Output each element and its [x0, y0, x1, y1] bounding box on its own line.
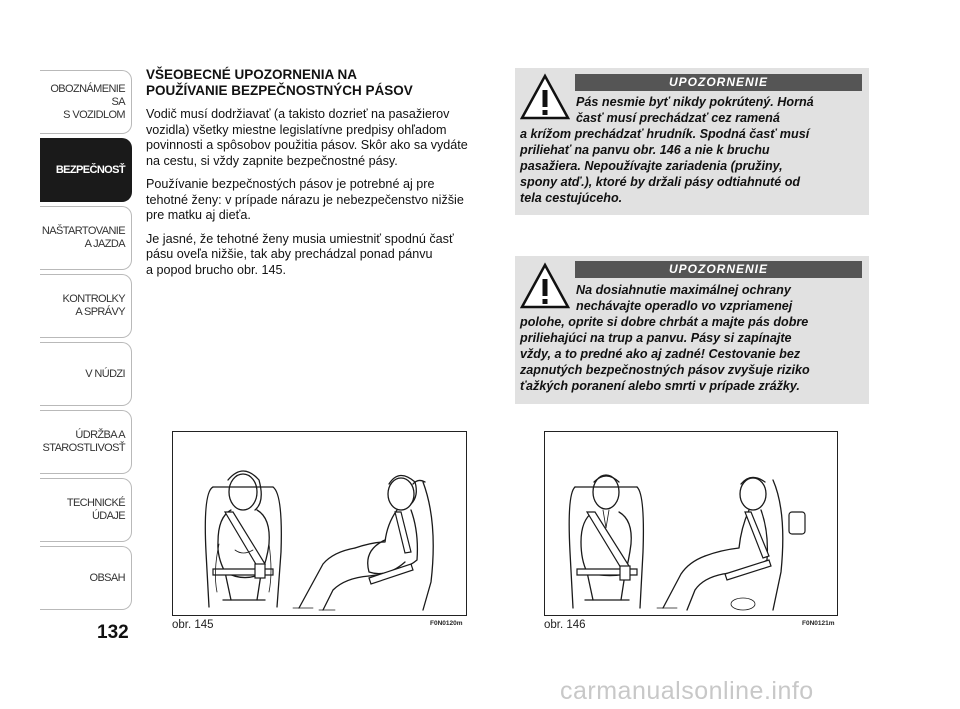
warning-line: priliehať na panvu obr. 146 a nie k bruchu [520, 143, 770, 157]
front-view-figure [205, 471, 281, 607]
pregnant-woman-seatbelt-drawing [173, 432, 466, 615]
warning-title: UPOZORNENIE [575, 261, 862, 278]
tab-technicke-udaje[interactable] [40, 478, 132, 542]
tab-bezpecnost[interactable] [40, 138, 132, 202]
paragraph-3: Je jasné, že tehotné ženy musia umiestniť spodnú časť pásu oveľa nižšie, tak aby prechádzal ponad pánvu a popod brucho obr. 145. [146, 231, 454, 277]
paragraph-1: Vodič musí dodržiavať (a takisto dozrieť na pasažierov vozidla) všetky miestne legislatívne predpisy ohľadom povinnosti a spôsobov použitia pásov. Skôr ako sa vydáte na cestu, si vždy zapnite bezpečnostné pásy. [146, 107, 468, 168]
tab-label: OBOZNÁMENIE SA S VOZIDLOM [50, 82, 125, 121]
tab-label: NAŠTARTOVANIE A JAZDA [41, 225, 125, 250]
warning-line: nechávajte operadlo vo vzpriamenej [576, 299, 793, 313]
tab-label: ÚDRŽBA A STAROSTLIVOSŤ [42, 429, 125, 454]
warning-box-1 [515, 68, 869, 215]
warning-line: ťažkých poranení alebo smrti v prípade zrážky. [520, 379, 800, 393]
warning-line: vždy, a to predné ako aj zadné! Cestovanie bez [520, 347, 801, 361]
section-heading: VŠEOBECNÉ UPOZORNENIA NA POUŽÍVANIE BEZPEČNOSTNÝCH PÁSOV [146, 67, 413, 98]
warning-line: tela cestujúceho. [520, 191, 623, 205]
warning-line: Na dosiahnutie maximálnej ochrany [576, 283, 791, 297]
warning-title: UPOZORNENIE [575, 74, 862, 91]
tab-udrzba[interactable] [40, 410, 132, 474]
tab-label: OBSAH [89, 571, 125, 584]
side-view-figure [657, 477, 805, 610]
figure-145-caption: obr. 145 [172, 619, 214, 631]
tab-v-nudzi[interactable] [40, 342, 132, 406]
site-watermark: carmanualsonline.info [560, 677, 814, 705]
warning-line: spony atď.), ktoré by držali pásy odtiahnuté od [520, 175, 801, 189]
tab-oboznamenie[interactable] [40, 70, 132, 134]
warning-line: Pás nesmie byť nikdy pokrútený. Horná [576, 95, 814, 109]
man-seatbelt-drawing [545, 432, 837, 615]
main-text [146, 67, 501, 286]
warning-line: a krížom prechádzať hrudník. Spodná časť musí [520, 127, 810, 141]
warning-line: priliehajúci na trup a panvu. Pásy si zapínajte [520, 331, 792, 345]
figure-145-illustration [172, 431, 467, 616]
tab-nastartovanie[interactable] [40, 206, 132, 270]
warning-box-2 [515, 256, 869, 404]
tab-label: TECHNICKÉ ÚDAJE [66, 497, 125, 522]
figure-146-caption: obr. 146 [544, 619, 586, 631]
tab-label: KONTROLKY A SPRÁVY [62, 293, 125, 318]
warning-line: pasažiera. Nepoužívajte zariadenia (pružiny, [520, 159, 783, 173]
warning-line: polohe, oprite si dobre chrbát a majte pás dobre [520, 315, 809, 329]
warning-line: časť musí prechádzať cez ramená [576, 111, 780, 125]
page-number: 132 [97, 622, 129, 643]
warning-text [520, 282, 861, 394]
warning-text [520, 94, 861, 206]
warning-line: zapnutých bezpečnostných pásov zvyšuje riziko [520, 363, 810, 377]
tab-label: V NÚDZI [85, 367, 125, 380]
front-view-figure [569, 475, 643, 608]
tab-obsah[interactable] [40, 546, 132, 610]
tab-kontrolky[interactable] [40, 274, 132, 338]
paragraph-2: Používanie bezpečnostých pásov je potrebné aj pre tehotné ženy: v prípade nárazu je nebezpečenstvo nižšie pre matku aj dieťa. [146, 177, 464, 222]
figure-145-code: F0N0120m [430, 620, 463, 627]
side-view-figure [293, 475, 433, 610]
tab-label: BEZPEČNOSŤ [55, 163, 125, 176]
figure-146-code: F0N0121m [802, 620, 835, 627]
figure-146-illustration [544, 431, 838, 616]
